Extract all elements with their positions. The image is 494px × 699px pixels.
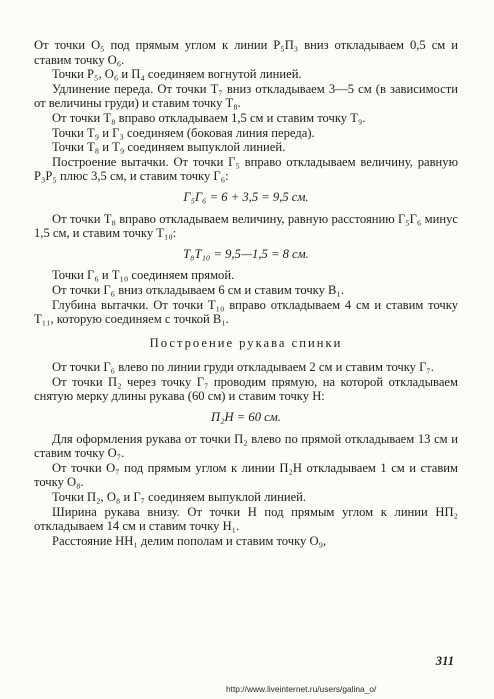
section-heading: Построение рукава спинки (149, 335, 343, 350)
paragraph: От точки Т₈ вправо откладываем 1,5 см и ставим точку Т₉. (52, 110, 366, 125)
paragraph: Точки Т₈ и Т₉ соединяем выпуклой линией. (52, 140, 286, 155)
paragraph: Для оформления рукава от точки П₂ влево по прямой откладываем 13 см и ставим точку О₇. (34, 431, 458, 461)
paragraph: От точки О₇ под прямым углом к линии П₂Н откладываем 1 см и ставим точку О₈. (34, 460, 458, 490)
paragraph: Точки Р₅, О₆ и П₄ соединяем вогнутой линией. (52, 67, 302, 82)
equation: Г₅Г₆ = 6 + 3,5 = 9,5 см. (183, 189, 309, 204)
paragraph: Глубина вытачки. От точки Т₁₀ вправо откладываем 4 см и ставим точку Т₁₁, которую соединяем с точкой В₁. (34, 297, 458, 327)
paragraph: От точки Г₆ влево по линии груди откладываем 2 см и ставим точку Г₇. (52, 360, 434, 375)
paragraph: От точки Т₈ вправо откладываем величину, равную расстоянию Г₅Г₆ минус 1,5 см, и ставим точку Т₁₀: (34, 211, 458, 241)
paragraph: Точки Т₉ и Г₃ соединяем (боковая линия переда). (52, 125, 315, 140)
paragraph: Построение вытачки. От точки Г₅ вправо откладываем величину, равную Р₃Р₅ плюс 3,5 см, и ставим точку Г₆: (34, 154, 458, 184)
equation: Т₈Т₁₀ = 9,5—1,5 = 8 см. (183, 246, 309, 261)
paragraph: Ширина рукава внизу. От точки Н под прямым углом к линии НП₂ откладываем 14 см и ставим точку Н₁. (34, 504, 458, 534)
paragraph: От точки Г₆ вниз откладываем 6 см и ставим точку В₁. (52, 282, 344, 297)
page-number: 311 (435, 654, 454, 668)
equation: П₂Н = 60 см. (211, 410, 281, 425)
document-page (34, 38, 458, 548)
paragraph: От точки П₂ через точку Г₇ проводим прямую, на которой откладываем снятую мерку длины рукава (60 см) и ставим точку Н: (34, 374, 458, 404)
paragraph: Точки П₂, О₈ и Г₇ соединяем выпуклой линией. (52, 490, 307, 505)
paragraph: Точки Г₆ и Т₁₀ соединяем прямой. (52, 268, 235, 283)
paragraph: Расстояние НН₁ делим пополам и ставим точку О₉, (52, 533, 327, 548)
source-url: http://www.liveinternet.ru/users/galina_o/ (226, 684, 377, 694)
paragraph: Удлинение переда. От точки Т₇ вниз откладываем 3—5 см (в зависимости от величины груди) и ставим точку Т₈. (34, 81, 458, 111)
paragraph: От точки О₅ под прямым углом к линии Р₅П₃ вниз откладываем 0,5 см и ставим точку О₆. (34, 38, 458, 67)
